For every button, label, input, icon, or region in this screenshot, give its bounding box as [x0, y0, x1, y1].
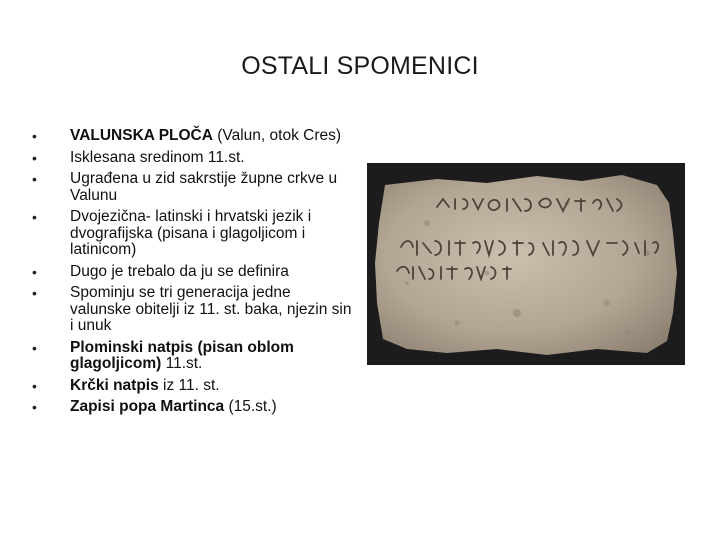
list-item	[32, 171, 352, 204]
bullet-text: 11.st.	[161, 355, 203, 372]
bullet-text: Dvojezična- latinski i hrvatski jezik i dvografijska (pisana i glagoljicom i latinicom)	[70, 208, 312, 258]
bullet-icon: •	[32, 128, 37, 144]
bullet-bold-text: Krčki natpis	[70, 376, 159, 394]
bullet-icon: •	[32, 149, 37, 166]
bullet-text: iz 11. st.	[158, 376, 220, 394]
bullet-text: (Valun, otok Cres)	[212, 127, 342, 144]
bullet-icon: •	[32, 399, 37, 415]
bullet-text: Spominju se tri generacija jedne valunske obitelji iz 11. st. baka, njezin sin i unuk	[70, 284, 352, 334]
bullet-icon: •	[32, 285, 37, 301]
list-item	[32, 378, 352, 395]
bullet-text: Isklesana sredinom 11.st.	[70, 148, 245, 166]
bullet-icon: •	[32, 209, 37, 225]
bullet-bold-text: Zapisi popa Martinca	[70, 398, 225, 415]
bullet-list	[32, 128, 352, 421]
bullet-icon: •	[32, 263, 37, 280]
list-item	[32, 264, 352, 281]
list-item	[32, 340, 352, 373]
valun-tablet-photo	[367, 163, 685, 365]
bullet-bold-text: Plominski natpis (pisan oblom glagoljicom)	[70, 338, 294, 372]
stone-tablet-icon	[367, 163, 685, 365]
list-item	[32, 399, 352, 416]
list-item	[32, 150, 352, 167]
bullet-icon: •	[32, 377, 37, 394]
bullet-icon: •	[32, 339, 37, 356]
list-item	[32, 128, 352, 145]
bullet-icon: •	[32, 171, 37, 187]
bullet-text: Ugrađena u zid sakrstije župne crkve u Valunu	[70, 170, 338, 204]
bullet-bold-text: VALUNSKA PLOČA	[70, 127, 213, 144]
list-item	[32, 285, 352, 335]
slide-title: OSTALI SPOMENICI	[241, 52, 479, 80]
bullet-text: (15.st.)	[224, 398, 277, 415]
list-item	[32, 209, 352, 259]
bullet-text: Dugo je trebalo da ju se definira	[70, 262, 289, 280]
